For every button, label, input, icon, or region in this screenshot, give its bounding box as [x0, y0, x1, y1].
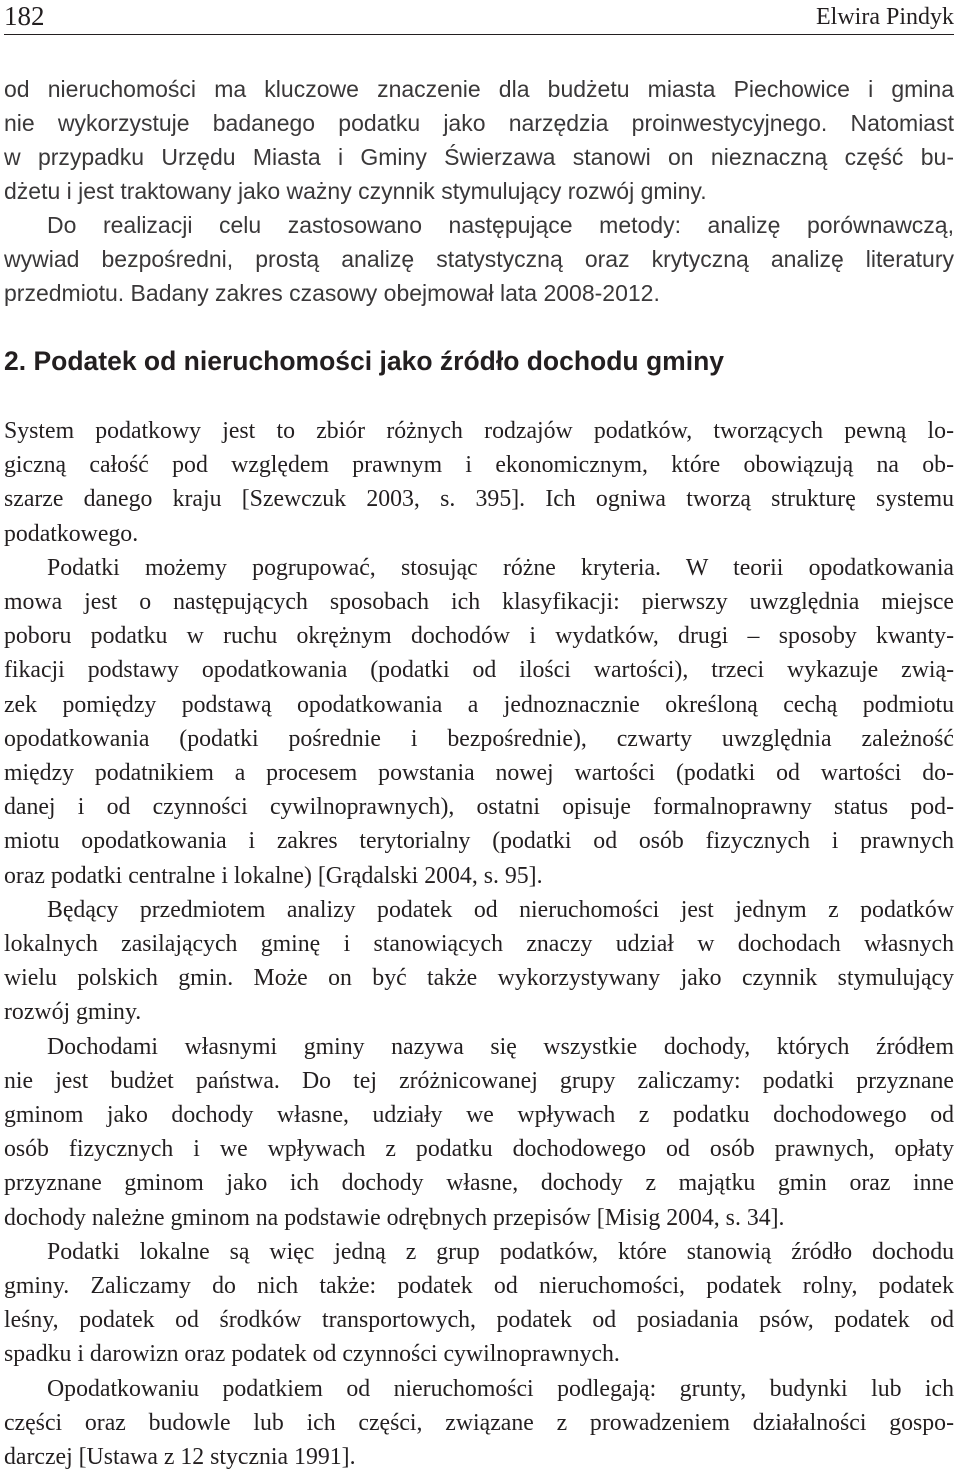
- text-line: Podatki lokalne są więc jedną z grup podatków, które stanowią źródło dochodu: [47, 1238, 954, 1265]
- text-line: Podatki możemy pogrupować, stosując różne kryteria. W teorii opodatkowania: [47, 554, 954, 581]
- body-paragraph-4: [4, 1030, 954, 1235]
- text-line: leśny, podatek od środków transportowych, podatek od posiadania psów, podatek od: [4, 1307, 954, 1334]
- text-line: Do realizacji celu zastosowano następujące metody: analizę porównawczą,: [47, 212, 954, 238]
- text-line: nie wykorzystuje badanego podatku jako narzędzia proinwestycyjnego. Natomiast: [4, 110, 954, 136]
- text-line: darczej [Ustawa z 12 stycznia 1991].: [4, 1444, 356, 1471]
- text-line: wywiad bezpośredni, prostą analizę statystyczną oraz krytyczną analizę literatury: [4, 246, 954, 272]
- text-line: miotu opodatkowania i zakres terytorialny (podatki od osób fizycznych i prawnych: [4, 828, 954, 855]
- text-line: oraz podatki centralne i lokalne) [Grądalski 2004, s. 95].: [4, 862, 543, 889]
- text-line: przyznane gminom jako ich dochody własne, dochody z majątku gmin oraz inne: [4, 1170, 954, 1197]
- page-number: 182: [4, 1, 45, 31]
- author-name: Elwira Pindyk: [816, 4, 954, 30]
- section-body: [4, 414, 954, 1474]
- section-heading: 2. Podatek od nieruchomości jako źródło dochodu gminy: [4, 346, 725, 376]
- text-line: gminy. Zaliczamy do nich także: podatek od nieruchomości, podatek rolny, podatek: [4, 1273, 954, 1300]
- intro-text: [4, 72, 954, 310]
- running-header: [4, 0, 954, 35]
- body-paragraph-5: [4, 1235, 954, 1372]
- text-line: fikacji podstawy opodatkowania (podatki od ilości wartości), trzeci wykazuje zwią-: [4, 657, 954, 684]
- intro-paragraph-1: [4, 72, 954, 208]
- text-line: Będący przedmiotem analizy podatek od nieruchomości jest jednym z podatków: [47, 896, 954, 923]
- text-line: mowa jest o następujących sposobach ich klasyfikacji: pierwszy uwzględnia miejsce: [4, 589, 954, 616]
- text-line: podatkowego.: [4, 520, 139, 547]
- text-line: osób fizycznych i we wpływach z podatku dochodowego od osób prawnych, opłaty: [4, 1136, 954, 1163]
- text-line: lokalnych zasilających gminę i stanowiących znaczy udział w dochodach własnych: [4, 931, 954, 958]
- text-line: rozwój gminy.: [4, 999, 142, 1026]
- body-paragraph-2: [4, 551, 954, 893]
- body-paragraph-3: [4, 893, 954, 1030]
- text-line: między podatnikiem a procesem powstania nowej wartości (podatki od wartości do-: [4, 760, 954, 787]
- body-paragraph-1: [4, 414, 954, 551]
- text-line: Dochodami własnymi gminy nazywa się wszystkie dochody, których źródłem: [47, 1033, 954, 1060]
- text-line: przedmiotu. Badany zakres czasowy obejmował lata 2008-2012.: [4, 280, 660, 306]
- intro-paragraph-2: [4, 208, 954, 310]
- text-line: poboru podatku w ruchu okrężnym dochodów i wydatków, drugi – sposoby kwanty-: [4, 623, 954, 650]
- text-line: od nieruchomości ma kluczowe znaczenie dla budżetu miasta Piechowice i gmina: [4, 76, 954, 102]
- body-paragraph-6: [4, 1372, 954, 1474]
- text-line: wielu polskich gmin. Może on być także wykorzystywany jako czynnik stymulujący: [4, 965, 954, 992]
- text-line: nie jest budżet państwa. Do tej zróżnicowanej grupy zaliczamy: podatki przyznane: [4, 1067, 954, 1094]
- text-line: zek pomiędzy podstawą opodatkowania a jednoznacznie określoną cechą podmiotu: [4, 691, 954, 718]
- text-line: danej i od czynności cywilnoprawnych), ostatni opisuje formalnoprawny status pod-: [4, 794, 954, 821]
- text-line: spadku i darowizn oraz podatek od czynności cywilnoprawnych.: [4, 1341, 620, 1368]
- text-line: System podatkowy jest to zbiór różnych rodzajów podatków, tworzących pewną lo-: [4, 418, 954, 444]
- text-line: części oraz budowle lub ich części, związane z prowadzeniem działalności gospo-: [4, 1409, 954, 1436]
- text-line: dżetu i jest traktowany jako ważny czynnik stymulujący rozwój gminy.: [4, 178, 707, 204]
- text-line: opodatkowania (podatki pośrednie i bezpośrednie), czwarty uwzględnia zależność: [4, 725, 954, 752]
- text-line: Opodatkowaniu podatkiem od nieruchomości podlegają: grunty, budynki lub ich: [47, 1375, 954, 1402]
- text-line: w przypadku Urzędu Miasta i Gminy Świerzawa stanowi on nieznaczną część bu-: [4, 144, 954, 170]
- text-line: szarze danego kraju [Szewczuk 2003, s. 395]. Ich ogniwa tworzą strukturę systemu: [4, 486, 954, 513]
- text-line: giczną całość pod względem prawnym i ekonomicznym, które obowiązują na ob-: [4, 452, 954, 479]
- text-line: gminom jako dochody własne, udziały we wpływach z podatku dochodowego od: [4, 1102, 954, 1129]
- text-line: dochody należne gminom na podstawie odrębnych przepisów [Misig 2004, s. 34].: [4, 1204, 785, 1231]
